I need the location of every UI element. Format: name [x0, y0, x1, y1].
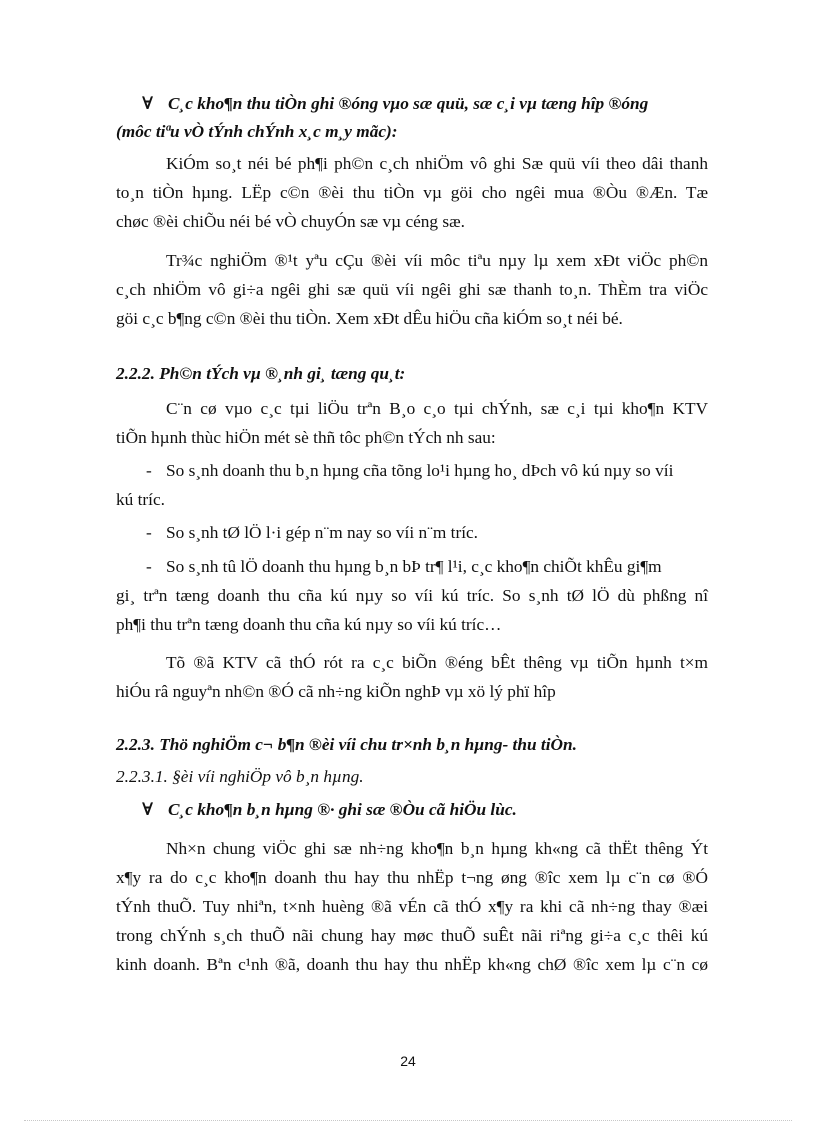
- dash-item-text: So s¸nh tØ lÖ l·i gép n¨m nay so víi n¨m tríc.: [166, 523, 478, 542]
- paragraph-line: Tõ ®ã KTV cã thÓ rót ra c¸c biÕn ®éng bÊt thêng vµ tiÕn hµnh t×m: [166, 653, 708, 672]
- section-heading-2-2-2: 2.2.2. Ph©n tÝch vµ ®¸nh gi¸ tæng qu¸t:: [116, 364, 406, 383]
- paragraph-line: tiÕn hµnh thùc hiÖn mét sè thñ tôc ph©n tÝch nh sau:: [116, 428, 496, 447]
- dash-item-text: So s¸nh doanh thu b¸n hµng cña tõng lo¹i hµng ho¸ dÞch vô kú nµy so víi: [166, 461, 674, 480]
- paragraph-line: C¨n cø vµo c¸c tµi liÖu trªn B¸o c¸o tµi chÝnh, sæ c¸i tµi kho¶n KTV: [166, 399, 708, 418]
- dash-marker: -: [146, 523, 152, 542]
- paragraph-line: Tr¾c nghiÖm ®¹t yªu cÇu ®èi víi môc tiªu nµy lµ xem xÐt viÖc ph©n: [166, 251, 708, 270]
- bullet-marker: ∀: [142, 800, 154, 819]
- subsection-heading-2-2-3-1: 2.2.3.1. §èi víi nghiÖp vô b¸n hµng.: [116, 767, 364, 786]
- paragraph-line: to¸n tiÒn hµng. LËp c©n ®èi thu tiÒn vµ göi cho ngêi mua ®Òu ®Æn. Tæ: [116, 183, 708, 202]
- paragraph-line: hiÓu râ nguyªn nh©n ®Ó cã nh÷ng kiÕn nghÞ vµ xö lý phï hîp: [116, 682, 556, 701]
- paragraph-line: trong chÝnh s¸ch thuÕ nãi chung hay møc thuÕ suÊt nãi riªng gi÷a c¸c thêi kú: [116, 926, 708, 945]
- page-bottom-divider: [24, 1120, 792, 1121]
- bullet-heading-line: [116, 92, 648, 116]
- paragraph-line: kinh doanh. Bªn c¹nh ®ã, doanh thu hay thu nhËp kh«ng chØ ®îc xem lµ c¨n cø: [116, 955, 708, 974]
- dash-item-continuation: kú tríc.: [116, 490, 165, 509]
- heading-text: C¸c kho¶n b¸n hµng ®· ghi sæ ®Òu cã hiÖu lùc.: [168, 800, 517, 819]
- dash-marker: -: [146, 557, 152, 576]
- dash-item-continuation: gi¸ trªn tæng doanh thu cña kú nµy so víi kú tríc. So s¸nh tØ lÖ dù phßng nî: [116, 586, 708, 605]
- dash-item-continuation: ph¶i thu trªn tæng doanh thu cña kú nµy so víi kú tríc…: [116, 615, 502, 634]
- dash-item-line: [146, 555, 662, 579]
- page-number: 24: [400, 1053, 416, 1069]
- paragraph-line: KiÓm so¸t néi bé ph¶i ph©n c¸ch nhiÖm vô ghi Sæ quü víi theo dâi thanh: [166, 154, 708, 173]
- section-heading-2-2-3: 2.2.3. Thö nghiÖm c¬ b¶n ®èi víi chu tr×nh b¸n hµng- thu tiÒn.: [116, 735, 577, 754]
- heading-continuation: (môc tiªu vÒ tÝnh chÝnh x¸c m¸y mãc):: [116, 122, 398, 141]
- paragraph-line: tÝnh thuÕ. Tuy nhiªn, t×nh huèng ®ã vÉn cã thÓ x¶y ra khi cã nh÷ng thay ®æi: [116, 897, 708, 916]
- paragraph-line: x¶y ra do c¸c kho¶n doanh thu hay thu nhËp t¬ng øng ®îc xem lµ c¨n cø ®Ó: [116, 868, 708, 887]
- bullet-heading-line: [116, 798, 517, 822]
- dash-item-line: [146, 521, 478, 545]
- paragraph-line: Nh×n chung viÖc ghi sæ nh÷ng kho¶n b¸n hµng kh«ng cã thËt thêng Ýt: [166, 839, 708, 858]
- heading-text: C¸c kho¶n thu tiÒn ghi ®óng vµo sæ quü, sæ c¸i vµ tæng hîp ®óng: [168, 94, 649, 113]
- dash-item-text: So s¸nh tû lÖ doanh thu hµng b¸n bÞ tr¶ l¹i, c¸c kho¶n chiÕt khÊu gi¶m: [166, 557, 662, 576]
- dash-marker: -: [146, 461, 152, 480]
- paragraph-line: chøc ®èi chiÕu néi bé vÒ chuyÓn sæ vµ céng sæ.: [116, 212, 465, 231]
- dash-item-line: [146, 459, 708, 483]
- bullet-marker: ∀: [142, 94, 154, 113]
- paragraph-line: göi c¸c b¶ng c©n ®èi thu tiÒn. Xem xÐt dÊu hiÖu cña kiÓm so¸t néi bé.: [116, 309, 623, 328]
- paragraph-line: c¸ch nhiÖm vô gi÷a ngêi ghi sæ quü víi ngêi ghi sæ thanh to¸n. ThÈm tra viÖc: [116, 280, 708, 299]
